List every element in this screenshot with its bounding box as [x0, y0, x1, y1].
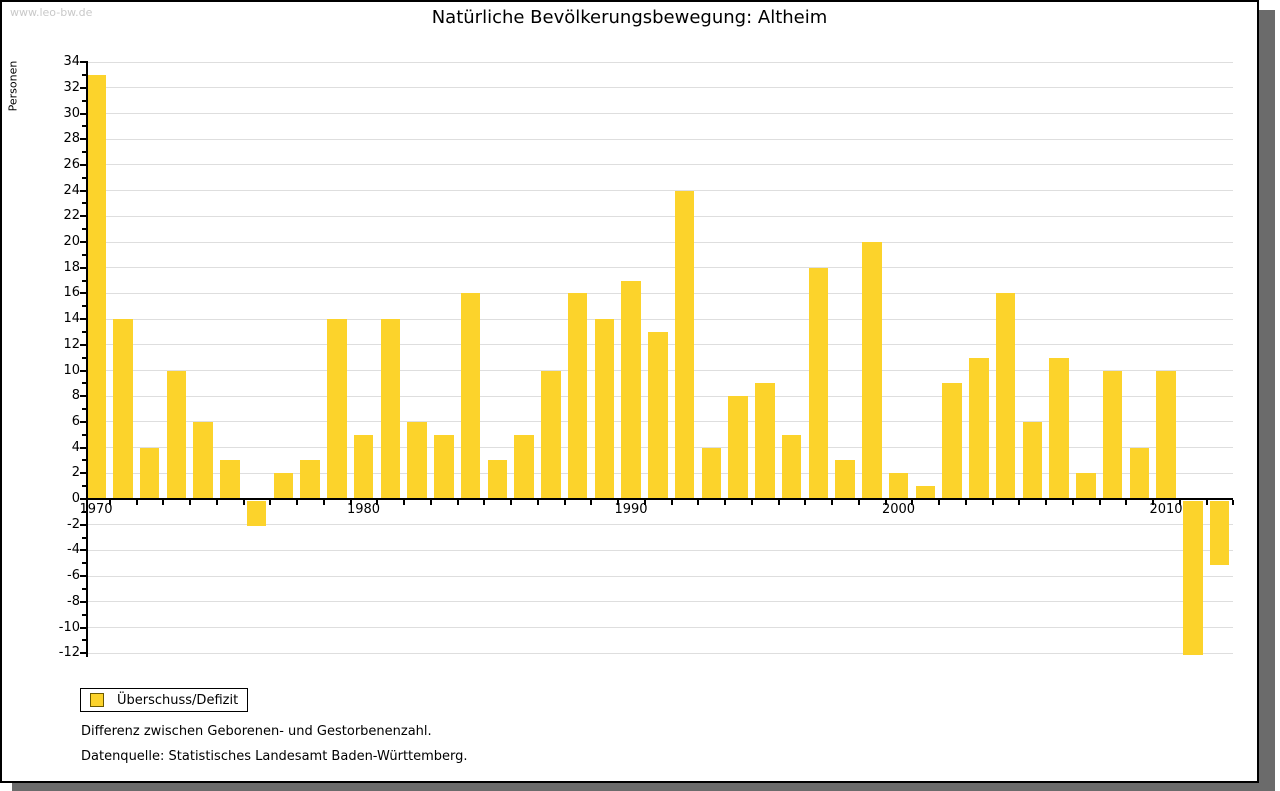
x-tick — [323, 500, 325, 505]
y-tick-label: -2 — [67, 516, 80, 532]
x-tick — [162, 500, 164, 505]
y-major-tick — [80, 549, 87, 551]
bar — [514, 435, 534, 499]
bar — [193, 422, 213, 499]
y-tick-label: 30 — [63, 105, 80, 121]
bar — [86, 75, 106, 499]
y-major-tick — [80, 164, 87, 166]
chart-title: Natürliche Bevölkerungsbewegung: Altheim — [431, 7, 828, 28]
y-minor-tick — [82, 254, 87, 256]
x-tick — [697, 500, 699, 505]
x-tick — [296, 500, 298, 505]
bar — [1103, 371, 1123, 500]
y-tick-label: -10 — [58, 619, 80, 635]
watermark: www.leo-bw.de — [10, 6, 93, 19]
x-tick — [483, 500, 485, 505]
y-minor-tick — [82, 305, 87, 307]
x-tick-label: 2000 — [881, 502, 916, 517]
bar — [1210, 501, 1230, 565]
bar — [728, 396, 748, 499]
x-tick-label: 1970 — [79, 502, 113, 517]
legend — [80, 688, 248, 712]
bar — [835, 460, 855, 499]
gridline — [87, 139, 1233, 140]
gridline — [87, 293, 1233, 294]
x-axis — [86, 498, 1233, 500]
y-tick-label: 22 — [63, 208, 80, 224]
bar — [434, 435, 454, 499]
y-major-tick — [80, 395, 87, 397]
legend-swatch — [90, 693, 104, 707]
bar — [809, 268, 829, 499]
y-major-tick — [80, 524, 87, 526]
y-tick-label: 18 — [63, 259, 80, 275]
y-major-tick — [80, 472, 87, 474]
y-minor-tick — [82, 280, 87, 282]
y-tick-label: 0 — [71, 491, 80, 506]
y-tick-label: 6 — [71, 413, 80, 429]
y-tick-label: -8 — [67, 593, 80, 609]
gridline — [87, 164, 1233, 165]
y-tick-label: 12 — [63, 336, 80, 352]
bar — [595, 319, 615, 499]
x-tick — [938, 500, 940, 505]
x-tick — [778, 500, 780, 505]
bar — [541, 371, 561, 500]
x-tick — [457, 500, 459, 505]
gridline — [87, 190, 1233, 191]
y-tick-label: 34 — [63, 54, 80, 70]
y-major-tick — [80, 575, 87, 577]
bar — [1183, 501, 1203, 655]
bar — [354, 435, 374, 499]
bar — [675, 191, 695, 499]
bar — [167, 371, 187, 500]
bar — [274, 473, 294, 499]
y-minor-tick — [82, 485, 87, 487]
x-tick — [751, 500, 753, 505]
gridline — [87, 267, 1233, 268]
bar — [1156, 371, 1176, 500]
footnote-source: Datenquelle: Statistisches Landesamt Baden-Württemberg. — [81, 749, 468, 764]
y-tick-label: -4 — [67, 542, 80, 558]
y-tick-label: -12 — [58, 645, 80, 661]
y-major-tick — [80, 190, 87, 192]
x-tick — [269, 500, 271, 505]
y-tick-label: 28 — [63, 131, 80, 147]
x-tick — [510, 500, 512, 505]
bar — [702, 448, 722, 499]
y-minor-tick — [82, 588, 87, 590]
bar — [407, 422, 427, 499]
y-minor-tick — [82, 459, 87, 461]
gridline — [87, 550, 1233, 551]
x-tick-label: 1980 — [346, 502, 381, 517]
x-tick — [1125, 500, 1127, 505]
y-major-tick — [80, 652, 87, 654]
bar — [327, 319, 347, 499]
gridline — [87, 113, 1233, 114]
x-tick — [1099, 500, 1101, 505]
x-tick — [430, 500, 432, 505]
x-tick — [1206, 500, 1208, 505]
bar — [220, 460, 240, 499]
x-tick — [831, 500, 833, 505]
y-major-tick — [80, 292, 87, 294]
y-minor-tick — [82, 177, 87, 179]
y-minor-tick — [82, 74, 87, 76]
x-tick-label: 1990 — [614, 502, 648, 517]
x-tick — [590, 500, 592, 505]
y-major-tick — [80, 447, 87, 449]
x-tick — [804, 500, 806, 505]
y-minor-tick — [82, 151, 87, 153]
x-tick-label: 2010 — [1149, 502, 1183, 517]
bar — [113, 319, 133, 499]
x-tick — [136, 500, 138, 505]
bar — [1023, 422, 1043, 499]
gridline — [87, 601, 1233, 602]
bar — [648, 332, 668, 499]
y-major-tick — [80, 61, 87, 63]
y-major-tick — [80, 215, 87, 217]
y-tick-label: 14 — [63, 311, 80, 327]
y-major-tick — [80, 267, 87, 269]
bar — [942, 383, 962, 499]
y-tick-label: 16 — [63, 285, 80, 301]
y-tick-label: 20 — [63, 234, 80, 249]
y-major-tick — [80, 87, 87, 89]
bar — [862, 242, 882, 499]
bar — [996, 293, 1016, 499]
y-minor-tick — [82, 100, 87, 102]
x-tick — [671, 500, 673, 505]
y-minor-tick — [82, 408, 87, 410]
y-major-tick — [80, 601, 87, 603]
bar — [381, 319, 401, 499]
y-minor-tick — [82, 228, 87, 230]
gridline — [87, 653, 1233, 654]
x-tick — [1072, 500, 1074, 505]
x-tick — [189, 500, 191, 505]
x-tick — [564, 500, 566, 505]
y-minor-tick — [82, 125, 87, 127]
y-minor-tick — [82, 639, 87, 641]
gridline — [87, 576, 1233, 577]
bar — [488, 460, 508, 499]
gridline — [87, 242, 1233, 243]
y-major-tick — [80, 421, 87, 423]
y-tick-label: 2 — [71, 465, 80, 481]
x-tick — [1018, 500, 1020, 505]
y-tick-label: 10 — [63, 362, 80, 378]
x-tick — [858, 500, 860, 505]
x-tick — [724, 500, 726, 505]
y-minor-tick — [82, 562, 87, 564]
bar — [300, 460, 320, 499]
y-minor-tick — [82, 382, 87, 384]
gridline — [87, 627, 1233, 628]
y-tick-label: 4 — [71, 439, 80, 455]
bar — [889, 473, 909, 499]
bar — [621, 281, 641, 499]
y-minor-tick — [82, 537, 87, 539]
x-tick — [243, 500, 245, 505]
gridline — [87, 87, 1233, 88]
y-major-tick — [80, 498, 87, 500]
y-tick-label: 26 — [63, 156, 80, 172]
bar — [461, 293, 481, 499]
x-tick — [1045, 500, 1047, 505]
y-major-tick — [80, 241, 87, 243]
x-tick — [216, 500, 218, 505]
y-major-tick — [80, 344, 87, 346]
y-major-tick — [80, 113, 87, 115]
y-tick-label: 32 — [63, 79, 80, 95]
x-tick — [992, 500, 994, 505]
bar — [1076, 473, 1096, 499]
bar — [247, 501, 267, 527]
y-major-tick — [80, 138, 87, 140]
bar — [1049, 358, 1069, 499]
bar — [1130, 448, 1150, 499]
bar — [782, 435, 802, 499]
bar — [969, 358, 989, 499]
bar — [140, 448, 160, 499]
footnote-description: Differenz zwischen Geborenen- und Gestorbenenzahl. — [81, 724, 432, 739]
y-axis-label: Personen — [6, 60, 20, 112]
y-tick-label: 24 — [63, 182, 80, 198]
gridline — [87, 216, 1233, 217]
x-tick — [403, 500, 405, 505]
y-minor-tick — [82, 331, 87, 333]
bar — [755, 383, 775, 499]
y-major-tick — [80, 627, 87, 629]
x-tick — [1232, 500, 1234, 505]
y-major-tick — [80, 318, 87, 320]
x-tick — [965, 500, 967, 505]
plot-area — [2, 2, 1257, 781]
gridline — [87, 62, 1233, 63]
gridline — [87, 319, 1233, 320]
y-minor-tick — [82, 614, 87, 616]
y-minor-tick — [82, 434, 87, 436]
legend-label: Überschuss/Defizit — [117, 692, 239, 708]
x-tick — [537, 500, 539, 505]
y-minor-tick — [82, 202, 87, 204]
bar — [568, 293, 588, 499]
y-tick-label: 8 — [71, 388, 80, 404]
y-tick-label: -6 — [67, 568, 80, 584]
y-minor-tick — [82, 357, 87, 359]
y-major-tick — [80, 370, 87, 372]
